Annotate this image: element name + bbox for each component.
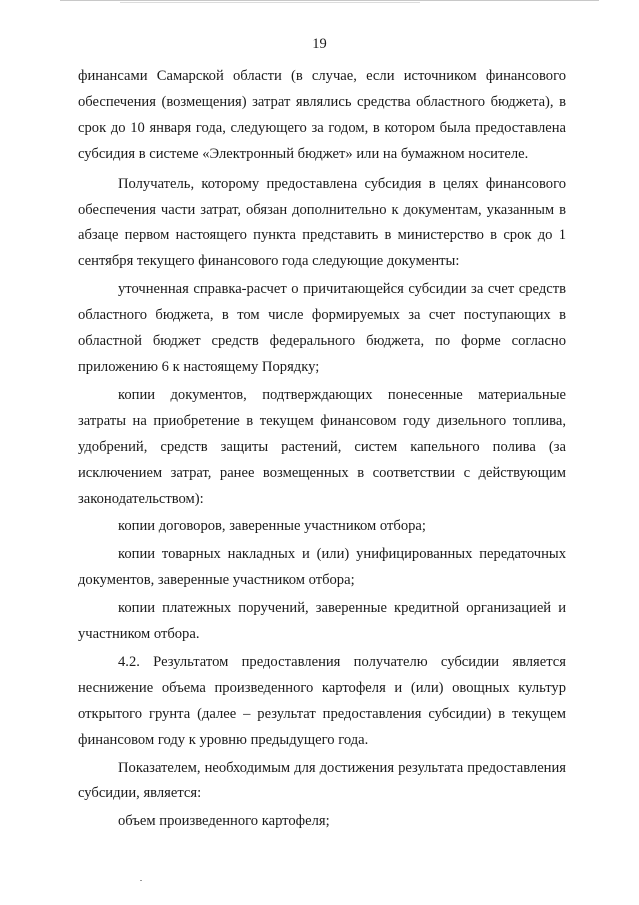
document-body: [78, 64, 566, 835]
scan-top-edge: [60, 0, 599, 1]
paragraph-expense-documents: копии документов, подтверждающих понесенные материальные затраты на приобретение в текущем финансовом году дизельного топлива, удобрений, средств защиты растений, систем капельного полива (за исключением затрат, ранее возмещенных в соответствии с действующим законодательством):: [78, 386, 566, 507]
paragraph-invoice-copies: копии товарных накладных и (или) унифицированных передаточных документов, заверенные участником отбора;: [78, 546, 566, 589]
paragraph-potato-volume: объем произведенного картофеля;: [118, 813, 330, 830]
scan-top-edge-secondary: [120, 2, 420, 3]
paragraph-continuation: финансами Самарской области (в случае, если источником финансового обеспечения (возмещения) затрат являлись средства областного бюджета), в срок до 10 января года, следующего за годом, в котором была предоставлена субсидия в системе «Электронный бюджет» или на бумажном носителе.: [78, 68, 566, 162]
paragraph-contract-copies: копии договоров, заверенные участником отбора;: [118, 518, 426, 535]
page-number: 19: [312, 36, 327, 52]
paragraph-calculation-certificate: уточненная справка-расчет о причитающейся субсидии за счет средств областного бюджета, в том числе формируемых за счет поступающих в областной бюджет средств федерального бюджета, по форме согласно приложению 6 к настоящему Порядку;: [78, 281, 566, 375]
paragraph-indicator: Показателем, необходимым для достижения результата предоставления субсидии, является:: [78, 759, 566, 802]
paragraph-payment-orders: копии платежных поручений, заверенные кредитной организацией и участником отбора.: [78, 600, 566, 643]
scan-speck: [140, 880, 142, 881]
paragraph-recipient-obligation: Получатель, которому предоставлена субсидия в целях финансового обеспечения части затрат, обязан дополнительно к документам, указанным в абзаце первом настоящего пункта представить в министерство в срок до 1 сентября текущего финансового года следующие документы:: [78, 175, 566, 270]
paragraph-section-4-2: 4.2. Результатом предоставления получателю субсидии является неснижение объема произведенного картофеля и (или) овощных культур открытого грунта (далее – результат предоставления субсидии) в текущем финансовом году к уровню предыдущего года.: [78, 653, 566, 748]
